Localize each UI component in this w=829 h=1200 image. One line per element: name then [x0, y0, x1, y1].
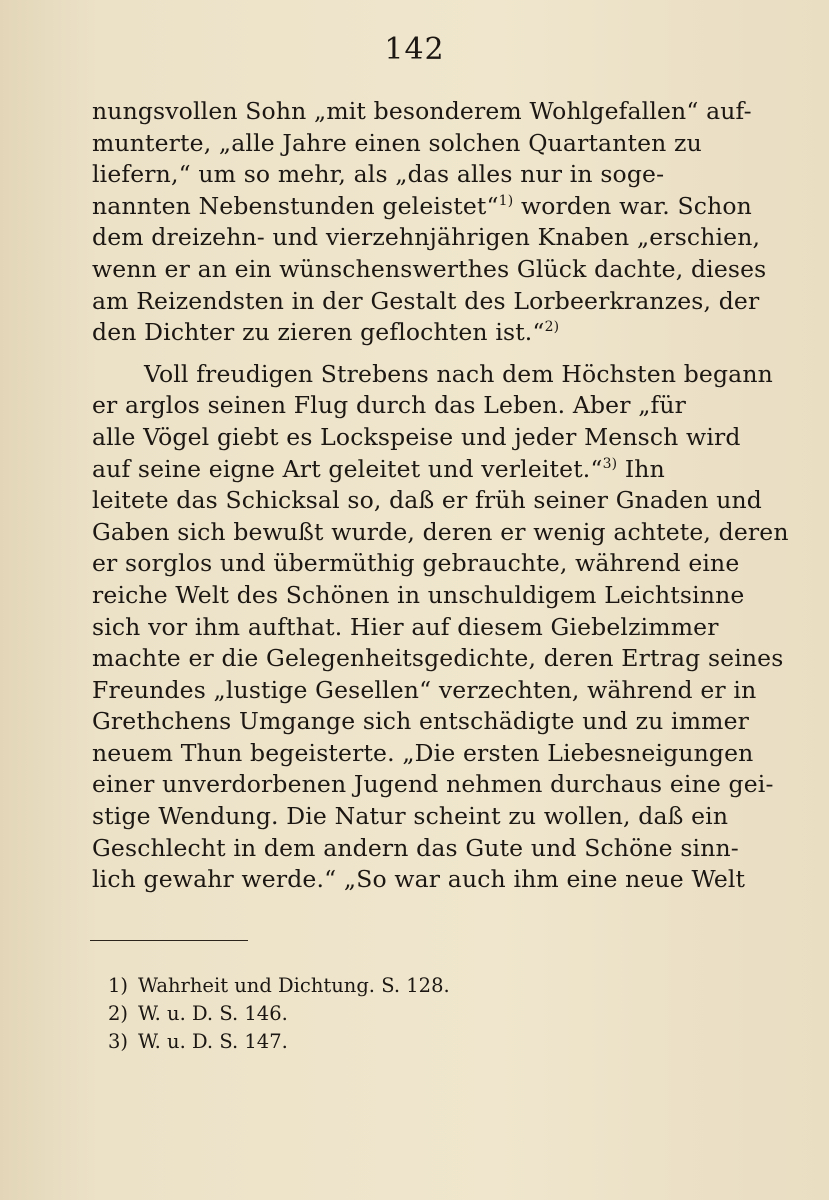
text-line: stige Wendung. Die Natur scheint zu wollen, daß ein: [92, 802, 729, 831]
footnote-text: W. u. D. S. 147.: [138, 1030, 288, 1053]
footnote-text: W. u. D. S. 146.: [138, 1002, 288, 1025]
footnote: [108, 1000, 708, 1028]
text-line: nannten Nebenstunden geleistet“$^{1)}$ worden war. Schon: [92, 191, 752, 220]
footnote-marker: 2): [544, 319, 560, 336]
text-line: Voll freudigen Strebens nach dem Höchsten begann: [144, 359, 773, 388]
text-line: Gaben sich bewußt wurde, deren er wenig achtete, deren: [92, 517, 789, 546]
text-line: reiche Welt des Schönen in unschuldigem Leichtsinne: [92, 580, 745, 609]
text-line: neuem Thun begeisterte. „Die ersten Liebesneigungen: [92, 738, 754, 767]
text-line: liefern,“ um so mehr, als „das alles nur in soge-: [92, 160, 665, 189]
text-line: er sorglos und übermüthig gebrauchte, während eine: [92, 549, 740, 578]
text-line: auf seine eigne Art geleitet und verleitet.“$^{3)}$ Ihn: [92, 454, 665, 483]
text-line: Grethchens Umgange sich entschädigte und zu immer: [92, 707, 750, 736]
text-line: leitete das Schicksal so, daß er früh seiner Gnaden und: [92, 486, 762, 515]
footnotes: [108, 972, 708, 1056]
paragraph-gap: [92, 349, 812, 359]
footnote: [108, 1028, 708, 1056]
text-line: Geschlecht in dem andern das Gute und Schöne sinn-: [92, 833, 739, 862]
footnote: [108, 972, 708, 1000]
text-line: lich gewahr werde.“ „So war auch ihm eine neue Welt: [92, 865, 746, 894]
text-line: alle Vögel giebt es Lockspeise und jeder Mensch wird: [92, 422, 741, 451]
text-line: Freundes „lustige Gesellen“ verzechten, während er in: [92, 675, 757, 704]
footnote-divider: [90, 940, 248, 941]
text-line: am Reizendsten in der Gestalt des Lorbeerkranzes, der: [92, 286, 760, 315]
footnote-text: Wahrheit und Dichtung. S. 128.: [138, 974, 450, 997]
footnote-number: 1): [108, 974, 129, 997]
text-line: einer unverdorbenen Jugend nehmen durchaus eine gei-: [92, 770, 774, 799]
text-line: dem dreizehn- und vierzehnjährigen Knaben „erschien,: [92, 223, 761, 252]
text-line: nungsvollen Sohn „mit besonderem Wohlgefallen“ auf-: [92, 97, 752, 125]
text-line: den Dichter zu zieren geflochten ist.“$^{2)}$: [92, 318, 560, 347]
text-line: machte er die Gelegenheitsgedichte, deren Ertrag seines: [92, 644, 784, 673]
text-line: sich vor ihm aufthat. Hier auf diesem Giebelzimmer: [92, 612, 719, 641]
footnote-number: 2): [108, 1002, 129, 1025]
text-line: munterte, „alle Jahre einen solchen Quartanten zu: [92, 128, 702, 157]
text-line: er arglos seinen Flug durch das Leben. Aber „für: [92, 391, 687, 420]
page-number: 142: [384, 32, 445, 67]
footnote-marker: 3): [602, 455, 618, 472]
footnote-number: 3): [108, 1030, 129, 1053]
text-line: wenn er an ein wünschenswerthes Glück dachte, dieses: [92, 254, 767, 283]
footnote-marker: 1): [498, 192, 514, 209]
body-text: [92, 96, 812, 896]
